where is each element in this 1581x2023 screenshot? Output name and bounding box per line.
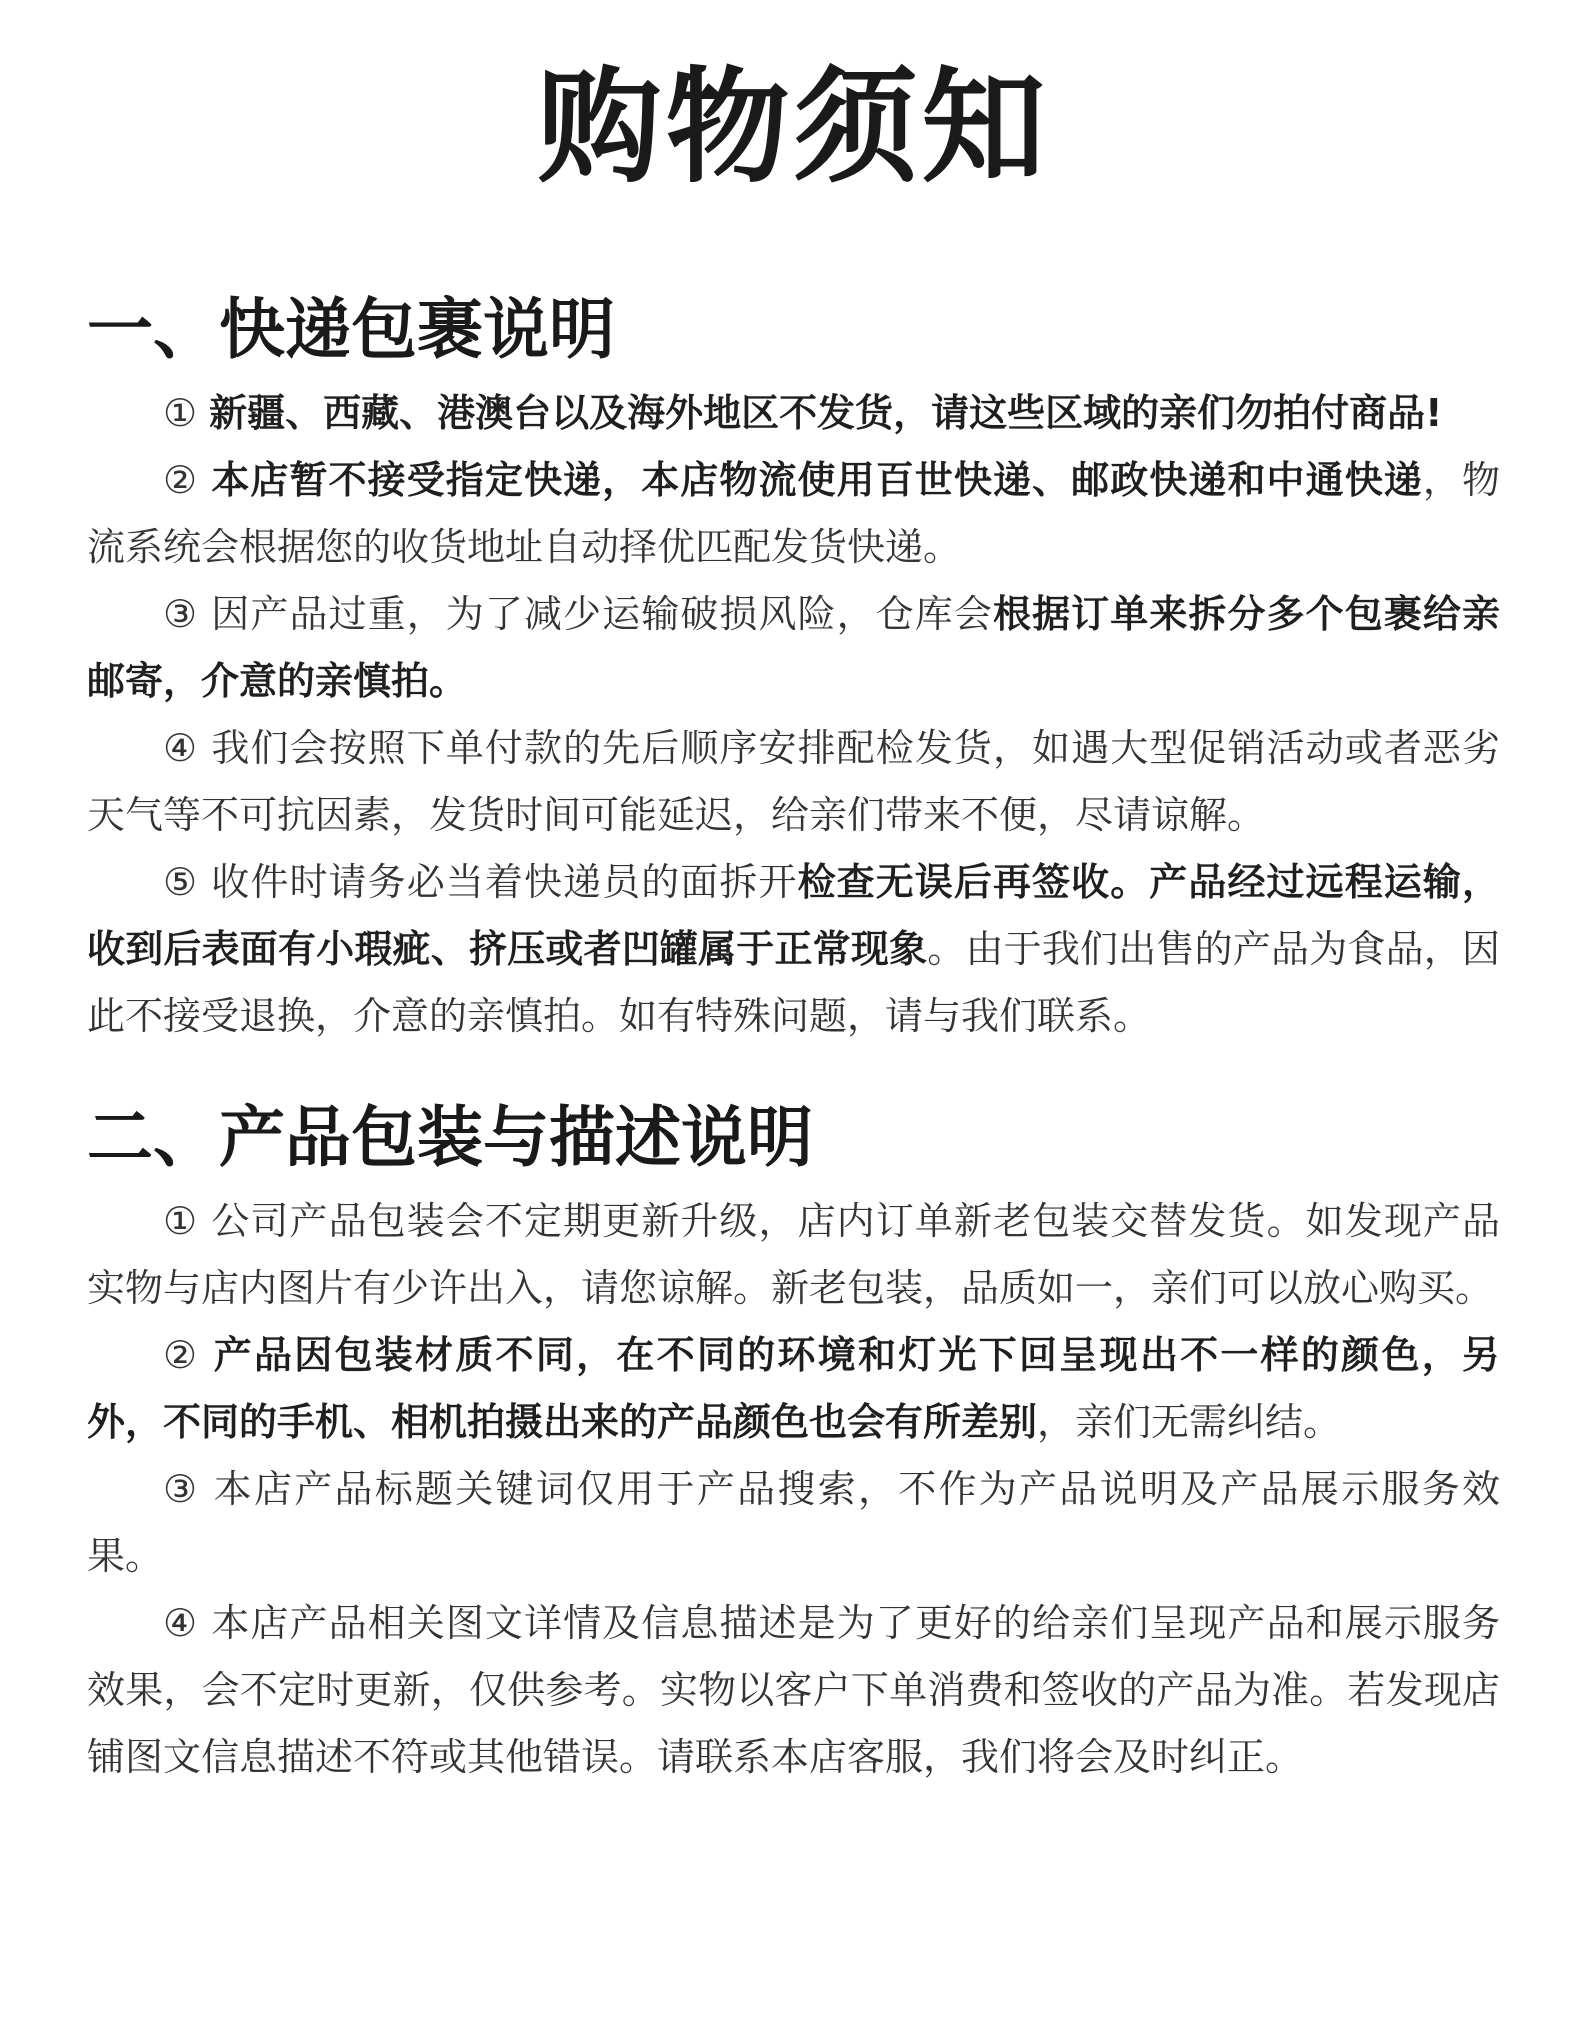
section-heading-packaging: 二、产品包装与描述说明: [87, 1099, 813, 1176]
notice-text-bold: 新疆、西藏、港澳台以及海外地区不发货，请这些区域的亲们勿拍付商品!: [209, 391, 1443, 435]
section-delivery: [87, 290, 1500, 1050]
section-packaging: [87, 1098, 1500, 1791]
notice-item: [87, 849, 1500, 1050]
section-heading-delivery: 一、快递包裹说明: [87, 291, 615, 368]
notice-item: [87, 1456, 1500, 1590]
notice-text: ④ 我们会按照下单付款的先后顺序安排配检发货，如遇大型促销活动或者恶劣天气等不可抗因素，发货时间可能延迟，给亲们带来不便，尽请谅解。: [87, 726, 1500, 837]
notice-item: [87, 715, 1500, 849]
notice-text: 。由于我们出售的产品为食品，因此不接受退换，介意的亲慎拍。如有特殊问题，请与我们联系。: [87, 927, 1500, 1038]
notice-text: ⑤ 收件时请务必当着快递员的面拆开: [163, 860, 798, 904]
notice-text: ① 公司产品包装会不定期更新升级，店内订单新老包装交替发货。如发现产品实物与店内图片有少许出入，请您谅解。新老包装，品质如一，亲们可以放心购买。: [87, 1199, 1500, 1310]
notice-text: ，亲们无需纠结。: [1037, 1400, 1342, 1444]
notice-item: [87, 581, 1500, 715]
notice-item: [87, 1188, 1500, 1322]
notice-item: [87, 380, 1500, 447]
notice-text-bold: 根据订单来拆分多个包裹给亲邮寄，介意的亲慎拍。: [87, 592, 1500, 703]
notice-text-bold: 产品因包装材质不同，在不同的环境和灯光下回呈现出不一样的颜色，另外，不同的手机、相机拍摄出来的产品颜色也会有所差别: [87, 1333, 1500, 1444]
notice-text: ③ 因产品过重，为了减少运输破损风险，仓库会: [163, 592, 993, 636]
notice-item: [87, 1322, 1500, 1456]
notice-number: ②: [163, 1333, 214, 1377]
notice-number: ②: [163, 458, 212, 502]
notice-text-bold: 检查无误后再签收。产品经过远程运输，收到后表面有小瑕疵、挤压或者凹罐属于正常现象: [87, 860, 1500, 971]
notice-item: [87, 1590, 1500, 1791]
page-title: 购物须知: [537, 56, 1050, 200]
notice-text: ③ 本店产品标题关键词仅用于产品搜索，不作为产品说明及产品展示服务效果。: [87, 1467, 1500, 1578]
notice-text-bold: 本店暂不接受指定快递，本店物流使用百世快递、邮政快递和中通快递: [211, 458, 1423, 502]
notice-item: [87, 447, 1500, 581]
notice-text: ，物流系统会根据您的收货地址自动择优匹配发货快递。: [87, 458, 1500, 569]
notice-number: ①: [163, 391, 210, 435]
notice-text: ④ 本店产品相关图文详情及信息描述是为了更好的给亲们呈现产品和展示服务效果，会不定时更新，仅供参考。实物以客户下单消费和签收的产品为准。若发现店铺图文信息描述不符或其他错误。请联系本店客服，我们将会及时纠正。: [87, 1601, 1500, 1779]
